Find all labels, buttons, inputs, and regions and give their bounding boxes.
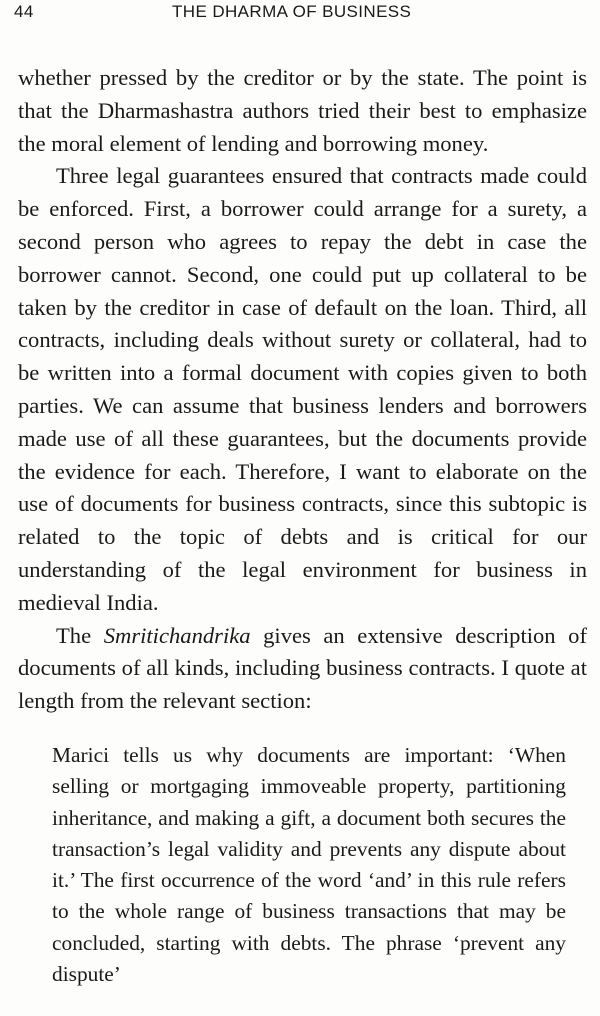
work-title-italic: Smritichandrika [103, 622, 251, 648]
paragraph-legal-guarantees: Three legal guarantees ensured that contracts made could be enforced. First, a borrower could arrange for a surety, a second person who agrees to repay the debt in case the borrower cannot. Second, one could put up collateral to be taken by the creditor in case of default on the loan. Third, all contracts, including deals without surety or collateral, had to be written into a formal document with copies given to both parties. We can assume that business lenders and borrowers made use of all these guarantees, but the documents provide the evidence for each. Therefore, I want to elaborate on the use of documents for business contracts, since this subtopic is related to the topic of debts and is critical for our understanding of the legal environment for business in medieval India. [18, 163, 587, 615]
paragraph-rest: gives an extensive description of documents of all kinds, including business contracts. I quote at length from the relevant section: [18, 622, 587, 714]
paragraph-continuation: whether pressed by the creditor or by the state. The point is that the Dharmashastra authors tried their best to emphasize the moral element of lending and borrowing money. [18, 65, 587, 156]
paragraph-smritichandrika [18, 620, 587, 718]
block-quote [52, 740, 566, 990]
block-quote-text: Marici tells us why documents are important: ‘When selling or mortgaging immoveable property, partitioning inheritance, and making a gift, a document both secures the transaction’s legal validity and prevents any dispute about it.’ The first occurrence of the word ‘and’ in this rule refers to the whole range of business transactions that may be concluded, starting with debts. The phrase ‘prevent any dispute’ [52, 743, 566, 987]
paragraph-lead: The [56, 622, 104, 648]
body-text [18, 62, 587, 718]
page-number: 44 [14, 2, 34, 21]
running-head [14, 2, 586, 26]
book-title: THE DHARMA OF BUSINESS [172, 2, 412, 21]
